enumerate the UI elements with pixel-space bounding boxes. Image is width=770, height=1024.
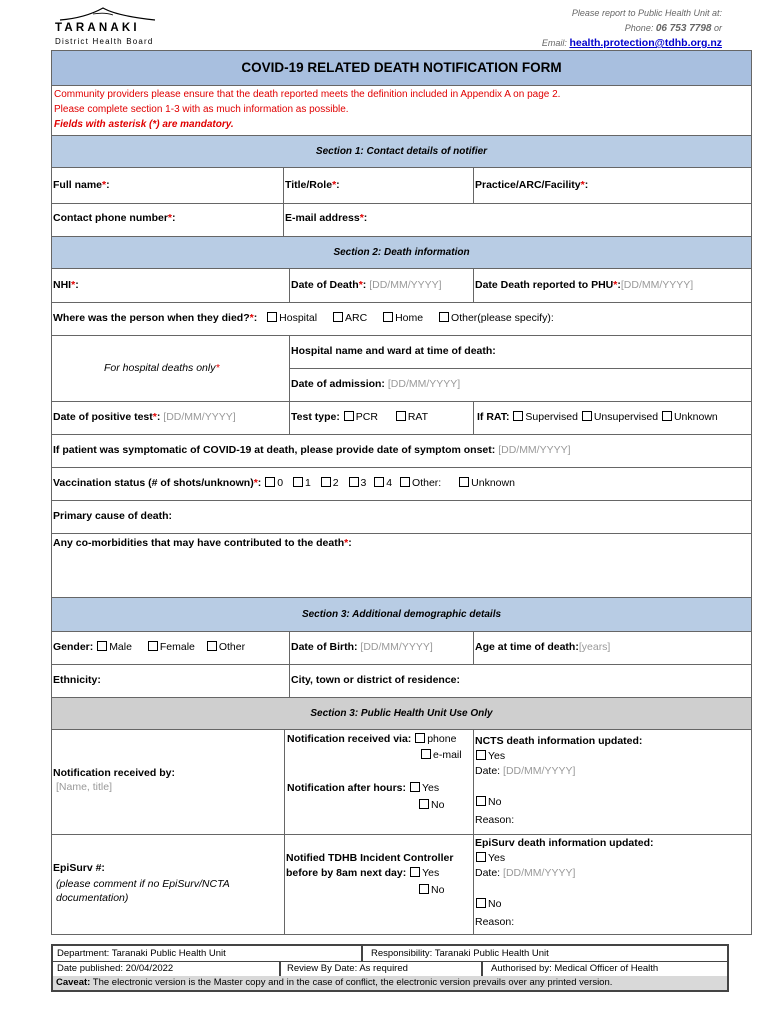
- email-link[interactable]: health.protection@tdhb.org.nz: [569, 37, 722, 49]
- intro-line-3: Fields with asterisk (*) are mandatory.: [54, 119, 234, 130]
- section-3-heading: Section 3: Additional demographic details: [52, 598, 751, 631]
- intro-line-2: Please complete section 1-3 with as much information as possible.: [54, 104, 349, 115]
- ethnicity-field[interactable]: Ethnicity:: [53, 674, 101, 686]
- footer-caveat: [53, 976, 727, 990]
- checkbox-icon[interactable]: [582, 411, 592, 421]
- where-died-row: Where was the person when they died?*: Hospital ARC Home Other(please specify):: [53, 312, 554, 324]
- ncts-label: NCTS death information updated:: [475, 735, 643, 747]
- checkbox-icon[interactable]: [344, 411, 354, 421]
- episurv-date-label: Date:: [475, 867, 501, 879]
- notified-tdhb-row: [286, 867, 439, 879]
- episurv-updated-label: EpiSurv death information updated:: [475, 837, 654, 849]
- age-placeholder: [years]: [578, 641, 611, 653]
- checkbox-icon[interactable]: [662, 411, 672, 421]
- vax-3-option[interactable]: 3: [348, 477, 367, 489]
- checkbox-icon[interactable]: [476, 750, 486, 760]
- checkbox-icon[interactable]: [321, 477, 331, 487]
- notified-no[interactable]: No: [418, 884, 444, 896]
- checkbox-icon[interactable]: [383, 312, 393, 322]
- dob-placeholder: [DD/MM/YYYY]: [360, 641, 433, 653]
- contact-phone-field[interactable]: Contact phone number*:: [53, 212, 176, 224]
- hospital-only-label: For hospital deaths only*: [104, 362, 220, 374]
- after-hours-label: Notification after hours:: [287, 782, 407, 794]
- form-title: COVID-19 RELATED DEATH NOTIFICATION FORM: [52, 51, 751, 86]
- vax-other-option[interactable]: Other:: [399, 477, 441, 489]
- supervised-option[interactable]: Supervised: [512, 411, 578, 423]
- vax-0-option[interactable]: 0: [264, 477, 283, 489]
- checkbox-icon[interactable]: [267, 312, 277, 322]
- if-rat-row: [477, 411, 718, 423]
- title-role-label: Title/Role: [285, 179, 333, 191]
- episurv-date-field[interactable]: [475, 867, 575, 879]
- age-label: Age at time of death:: [475, 641, 579, 653]
- ncts-reason-field[interactable]: Reason:: [475, 814, 515, 826]
- age-field[interactable]: [475, 641, 610, 653]
- episurv-note: (please comment if no EpiSurv/NCTA documentation): [56, 878, 230, 904]
- checkbox-icon[interactable]: [410, 867, 420, 877]
- vax-4-option[interactable]: 4: [373, 477, 392, 489]
- nhi-label: NHI: [53, 279, 72, 291]
- comorbidities-label: Any co-morbidities that may have contributed to the death: [53, 537, 345, 549]
- phu-section-heading: Section 3: Public Health Unit Use Only: [52, 698, 751, 729]
- full-name-field[interactable]: Full name*:: [53, 179, 110, 191]
- symptom-onset-field[interactable]: [53, 444, 571, 456]
- tdhb-logo: [55, 6, 165, 46]
- notification-form: [51, 50, 752, 935]
- received-by-label: Notification received by:: [53, 767, 175, 779]
- ncts-yes[interactable]: Yes: [475, 750, 505, 762]
- date-positive-field[interactable]: Date of positive test*: [DD/MM/YYYY]: [53, 411, 236, 423]
- email-address-label: E-mail address: [285, 212, 360, 224]
- section-2-heading: Section 2: Death information: [52, 237, 751, 268]
- episurv-label: EpiSurv #:: [53, 862, 105, 874]
- episurv-reason-field[interactable]: Reason:: [475, 916, 515, 928]
- phone-option[interactable]: phone: [414, 733, 456, 745]
- checkbox-icon[interactable]: [293, 477, 303, 487]
- notified-tdhb-line-1: Notified TDHB Incident Controller: [286, 852, 454, 864]
- email-option[interactable]: e-mail: [420, 749, 462, 761]
- episurv-date-placeholder: [DD/MM/YYYY]: [503, 867, 576, 879]
- checkbox-icon[interactable]: [419, 884, 429, 894]
- dob-field[interactable]: [291, 641, 433, 653]
- female-option[interactable]: Female: [147, 641, 195, 653]
- notified-yes[interactable]: Yes: [409, 867, 439, 879]
- hospital-name-field[interactable]: Hospital name and ward at time of death:: [291, 345, 496, 357]
- email-label: Email:: [541, 38, 567, 48]
- date-reported-label: Date Death reported to PHU: [475, 279, 614, 291]
- date-of-death-label: Date of Death: [291, 279, 359, 291]
- date-admission-placeholder: [DD/MM/YYYY]: [387, 378, 461, 390]
- city-field[interactable]: City, town or district of residence:: [291, 674, 460, 686]
- gender-row: [53, 641, 245, 653]
- nhi-field[interactable]: NHI*:: [53, 279, 79, 291]
- checkbox-icon[interactable]: [476, 796, 486, 806]
- checkbox-icon[interactable]: [207, 641, 217, 651]
- caveat-label: Caveat:: [56, 977, 91, 988]
- received-via-row: [287, 733, 456, 745]
- date-reported-placeholder: [DD/MM/YYYY]: [620, 279, 694, 291]
- footer-date-published: Date published: 20/04/2022: [57, 963, 174, 974]
- checkbox-icon[interactable]: [396, 411, 406, 421]
- vaccination-label: Vaccination status (# of shots/unknown): [53, 477, 254, 489]
- checkbox-icon[interactable]: [476, 852, 486, 862]
- where-died-label: Where was the person when they died?: [53, 312, 250, 324]
- logo-wordmark: TARANAKI: [55, 22, 140, 34]
- practice-label: Practice/ARC/Facility: [475, 179, 581, 191]
- ncts-date-label: Date:: [475, 765, 501, 777]
- checkbox-icon[interactable]: [415, 733, 425, 743]
- primary-cause-field[interactable]: Primary cause of death:: [53, 510, 173, 522]
- other-gender-option[interactable]: Other: [206, 641, 245, 653]
- notified-tdhb-line-2: before by 8am next day:: [286, 867, 407, 879]
- episurv-yes[interactable]: Yes: [475, 852, 505, 864]
- date-of-death-placeholder: [DD/MM/YYYY]: [369, 279, 442, 291]
- home-option[interactable]: Home: [382, 312, 423, 324]
- vax-2-option[interactable]: 2: [320, 477, 339, 489]
- report-line: Please report to Public Health Unit at:: [571, 8, 722, 18]
- ncts-no[interactable]: No: [475, 796, 501, 808]
- caveat-text: The electronic version is the Master copy and in the case of conflict, the electronic version prevails over any printed version.: [92, 977, 613, 988]
- episurv-no[interactable]: No: [475, 898, 501, 910]
- phone-number: 06 753 7798: [655, 23, 712, 34]
- date-admission-field[interactable]: [291, 378, 460, 390]
- date-admission-label: Date of admission:: [291, 378, 385, 390]
- pcr-option[interactable]: PCR: [343, 411, 378, 423]
- title-role-field[interactable]: Title/Role*:: [285, 179, 340, 191]
- checkbox-icon[interactable]: [333, 312, 343, 322]
- comorbidities-field[interactable]: Any co-morbidities that may have contributed to the death*:: [53, 537, 352, 549]
- unsupervised-option[interactable]: Unsupervised: [581, 411, 658, 423]
- symptom-onset-placeholder: [DD/MM/YYYY]: [498, 444, 571, 456]
- hospital-option[interactable]: Hospital: [266, 312, 317, 324]
- after-hours-row: [287, 782, 439, 794]
- checkbox-icon[interactable]: [513, 411, 523, 421]
- contact-phone-label: Contact phone number: [53, 212, 168, 224]
- ncts-date-placeholder: [DD/MM/YYYY]: [503, 765, 576, 777]
- vaccination-row: Vaccination status (# of shots/unknown)*: 0 1 2 3 4 Other: Unknown: [53, 477, 515, 489]
- full-name-label: Full name: [53, 179, 103, 191]
- email-address-field[interactable]: E-mail address*:: [285, 212, 368, 224]
- checkbox-icon[interactable]: [439, 312, 449, 322]
- contact-block: [542, 6, 722, 51]
- intro-line-1: Community providers please ensure that the death reported meets the definition included in Appendix A on page 2.: [54, 89, 561, 100]
- intro-text: [54, 87, 560, 132]
- gender-label: Gender:: [53, 641, 94, 653]
- practice-field[interactable]: Practice/ARC/Facility*:: [475, 179, 589, 191]
- other-option[interactable]: Other(please specify):: [438, 312, 554, 324]
- date-positive-placeholder: [DD/MM/YYYY]: [163, 411, 236, 423]
- ncts-date-field[interactable]: [475, 765, 575, 777]
- checkbox-icon[interactable]: [459, 477, 469, 487]
- date-of-death-field[interactable]: Date of Death*: [DD/MM/YYYY]: [291, 279, 442, 291]
- checkbox-icon[interactable]: [148, 641, 158, 651]
- phone-label: Phone:: [624, 23, 654, 33]
- after-hours-no[interactable]: No: [418, 799, 444, 811]
- unknown-option[interactable]: Unknown: [661, 411, 718, 423]
- name-title-placeholder[interactable]: [Name, title]: [56, 781, 113, 793]
- checkbox-icon[interactable]: [400, 477, 410, 487]
- checkbox-icon[interactable]: [410, 782, 420, 792]
- date-reported-field[interactable]: Date Death reported to PHU*:[DD/MM/YYYY]: [475, 279, 694, 291]
- footer-responsibility: Responsibility: Taranaki Public Health Unit: [371, 948, 549, 959]
- received-via-label: Notification received via:: [287, 733, 412, 745]
- section-1-heading: Section 1: Contact details of notifier: [52, 136, 751, 167]
- footer-authorised: Authorised by: Medical Officer of Health: [491, 963, 659, 974]
- symptom-onset-label: If patient was symptomatic of COVID-19 at death, please provide date of symptom onset:: [53, 444, 496, 456]
- if-rat-label: If RAT:: [477, 411, 510, 423]
- document-footer: [51, 944, 729, 992]
- checkbox-icon[interactable]: [265, 477, 275, 487]
- date-positive-label: Date of positive test: [53, 411, 153, 423]
- footer-department: Department: Taranaki Public Health Unit: [57, 948, 226, 959]
- test-type-row: [291, 411, 428, 423]
- after-hours-yes[interactable]: Yes: [409, 782, 439, 794]
- male-option[interactable]: Male: [96, 641, 132, 653]
- vax-unknown-option[interactable]: Unknown: [458, 477, 515, 489]
- footer-review: Review By Date: As required: [287, 963, 408, 974]
- arc-option[interactable]: ARC: [332, 312, 367, 324]
- checkbox-icon[interactable]: [421, 749, 431, 759]
- dob-label: Date of Birth:: [291, 641, 358, 653]
- logo-subtitle: District Health Board: [55, 37, 154, 46]
- checkbox-icon[interactable]: [476, 898, 486, 908]
- or-label: or: [713, 23, 722, 33]
- checkbox-icon[interactable]: [97, 641, 107, 651]
- rat-option[interactable]: RAT: [395, 411, 428, 423]
- checkbox-icon[interactable]: [349, 477, 359, 487]
- vax-1-option[interactable]: 1: [292, 477, 311, 489]
- checkbox-icon[interactable]: [419, 799, 429, 809]
- test-type-label: Test type:: [291, 411, 340, 423]
- checkbox-icon[interactable]: [374, 477, 384, 487]
